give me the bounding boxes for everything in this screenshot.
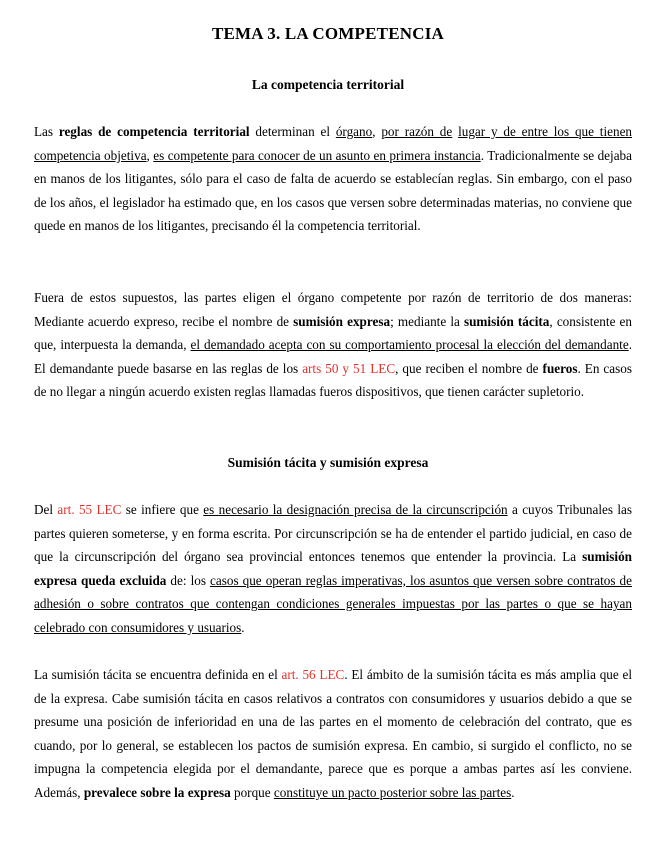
bold-term: reglas de competencia territorial [58,124,250,139]
bold-term: prevalece sobre la expresa [83,784,231,800]
underlined-phrase: es necesario la designación precisa de la circunscripción [203,502,508,517]
paragraph-sumision-expresa: Del art. 55 LEC se infiere que es necesario la designación precisa de la circunscripción a cuyos Tribunales las partes quieren someterse, y en forma escrita. Por circunscripción se ha de entender el partido judicial, en caso de que la circunscripción del órgano sea provincial entonces tenemos que entender la provincia. La sumisión expresa queda excluida de: los casos que operan reglas imperativas, los asuntos que versen sobre contratos de adhesión o sobre contratos que contengan condiciones generales impuestas por las partes o que se hayan celebrado con consumidores y usuarios. [34,502,633,635]
underlined-phrase: casos que operan reglas imperativas, los asuntos que versen sobre contratos de adhesión o sobre contratos que contengan condiciones generales impuestas por las partes o que se hayan celebrado con consumidores y usuarios [34,572,632,635]
bold-term: sumisión expresa [293,313,391,329]
underlined-phrase: es competente para conocer de un asunto en primera instancia [153,147,481,163]
law-reference: art. 56 LEC [281,667,345,682]
underlined-phrase: constituye un pacto posterior sobre las partes [273,784,512,800]
paragraph-sumision-tacita: La sumisión tácita se encuentra definida en el art. 56 LEC. El ámbito de la sumisión tácita es más amplia que el de la expresa. Cabe sumisión tácita en casos relativos a contratos con consumidores y usuarios debido a que se presume una posición de inferioridad en una de las partes en el momento de celebración del contrato, que es cuando, por lo general, se establecen los pactos de sumisión expresa. En cambio, si surgido el conflicto, no se impugna la competencia elegida por el demandante, parece que es porque a ambas partes así les conviene. Además, prevalece sobre la expresa porque constituye un pacto posterior sobre las partes. [34,667,633,800]
underlined-phrase: el demandado acepta con su comportamiento procesal la elección del demandante [190,337,629,353]
underlined-phrase: órgano [335,124,373,139]
law-reference: art. 55 LEC [57,502,122,517]
underlined-phrase: por razón de [381,124,453,139]
paragraph-competencia-territorial: Las reglas de competencia territorial determinan el órgano, por razón de lugar y de entre los que tienen competencia objetiva, es competente para conocer de un asunto en primera instancia. Tradicionalmente se dejaba en manos de los litigantes, sólo para el caso de falta de acuerdo se establecían reglas. Sin embargo, con el paso de los años, el legislador ha estimado que, en los casos que versen sobre determinadas materias, no conviene que quede en manos de los litigantes, precisando él la competencia territorial. [34,124,633,234]
bold-term: fueros [542,360,578,376]
section-heading-sumision: Sumisión tácita y sumisión expresa [227,455,429,470]
bold-term: sumisión expresa queda excluida [34,549,632,588]
paragraph-formas-eleccion: Fuera de estos supuestos, las partes eligen el órgano competente por razón de territorio de dos maneras: Mediante acuerdo expreso, recibe el nombre de sumisión expresa; mediante la sumisión tácita, consistente en que, interpuesta la demanda, el demandado acepta con su comportamiento procesal la elección del demandante. El demandante puede basarse en las reglas de los arts 50 y 51 LEC, que reciben el nombre de fueros. En casos de no llegar a ningún acuerdo existen reglas llamadas fueros dispositivos, que tienen carácter supletorio. [34,290,632,400]
section-heading-competencia-territorial: La competencia territorial [251,77,405,92]
document-title: TEMA 3. LA COMPETENCIA [211,24,445,43]
underlined-phrase: lugar y de entre los que tienen competencia objetiva [34,124,633,163]
bold-term: sumisión tácita [463,313,550,329]
law-reference: arts 50 y 51 LEC [302,360,396,376]
